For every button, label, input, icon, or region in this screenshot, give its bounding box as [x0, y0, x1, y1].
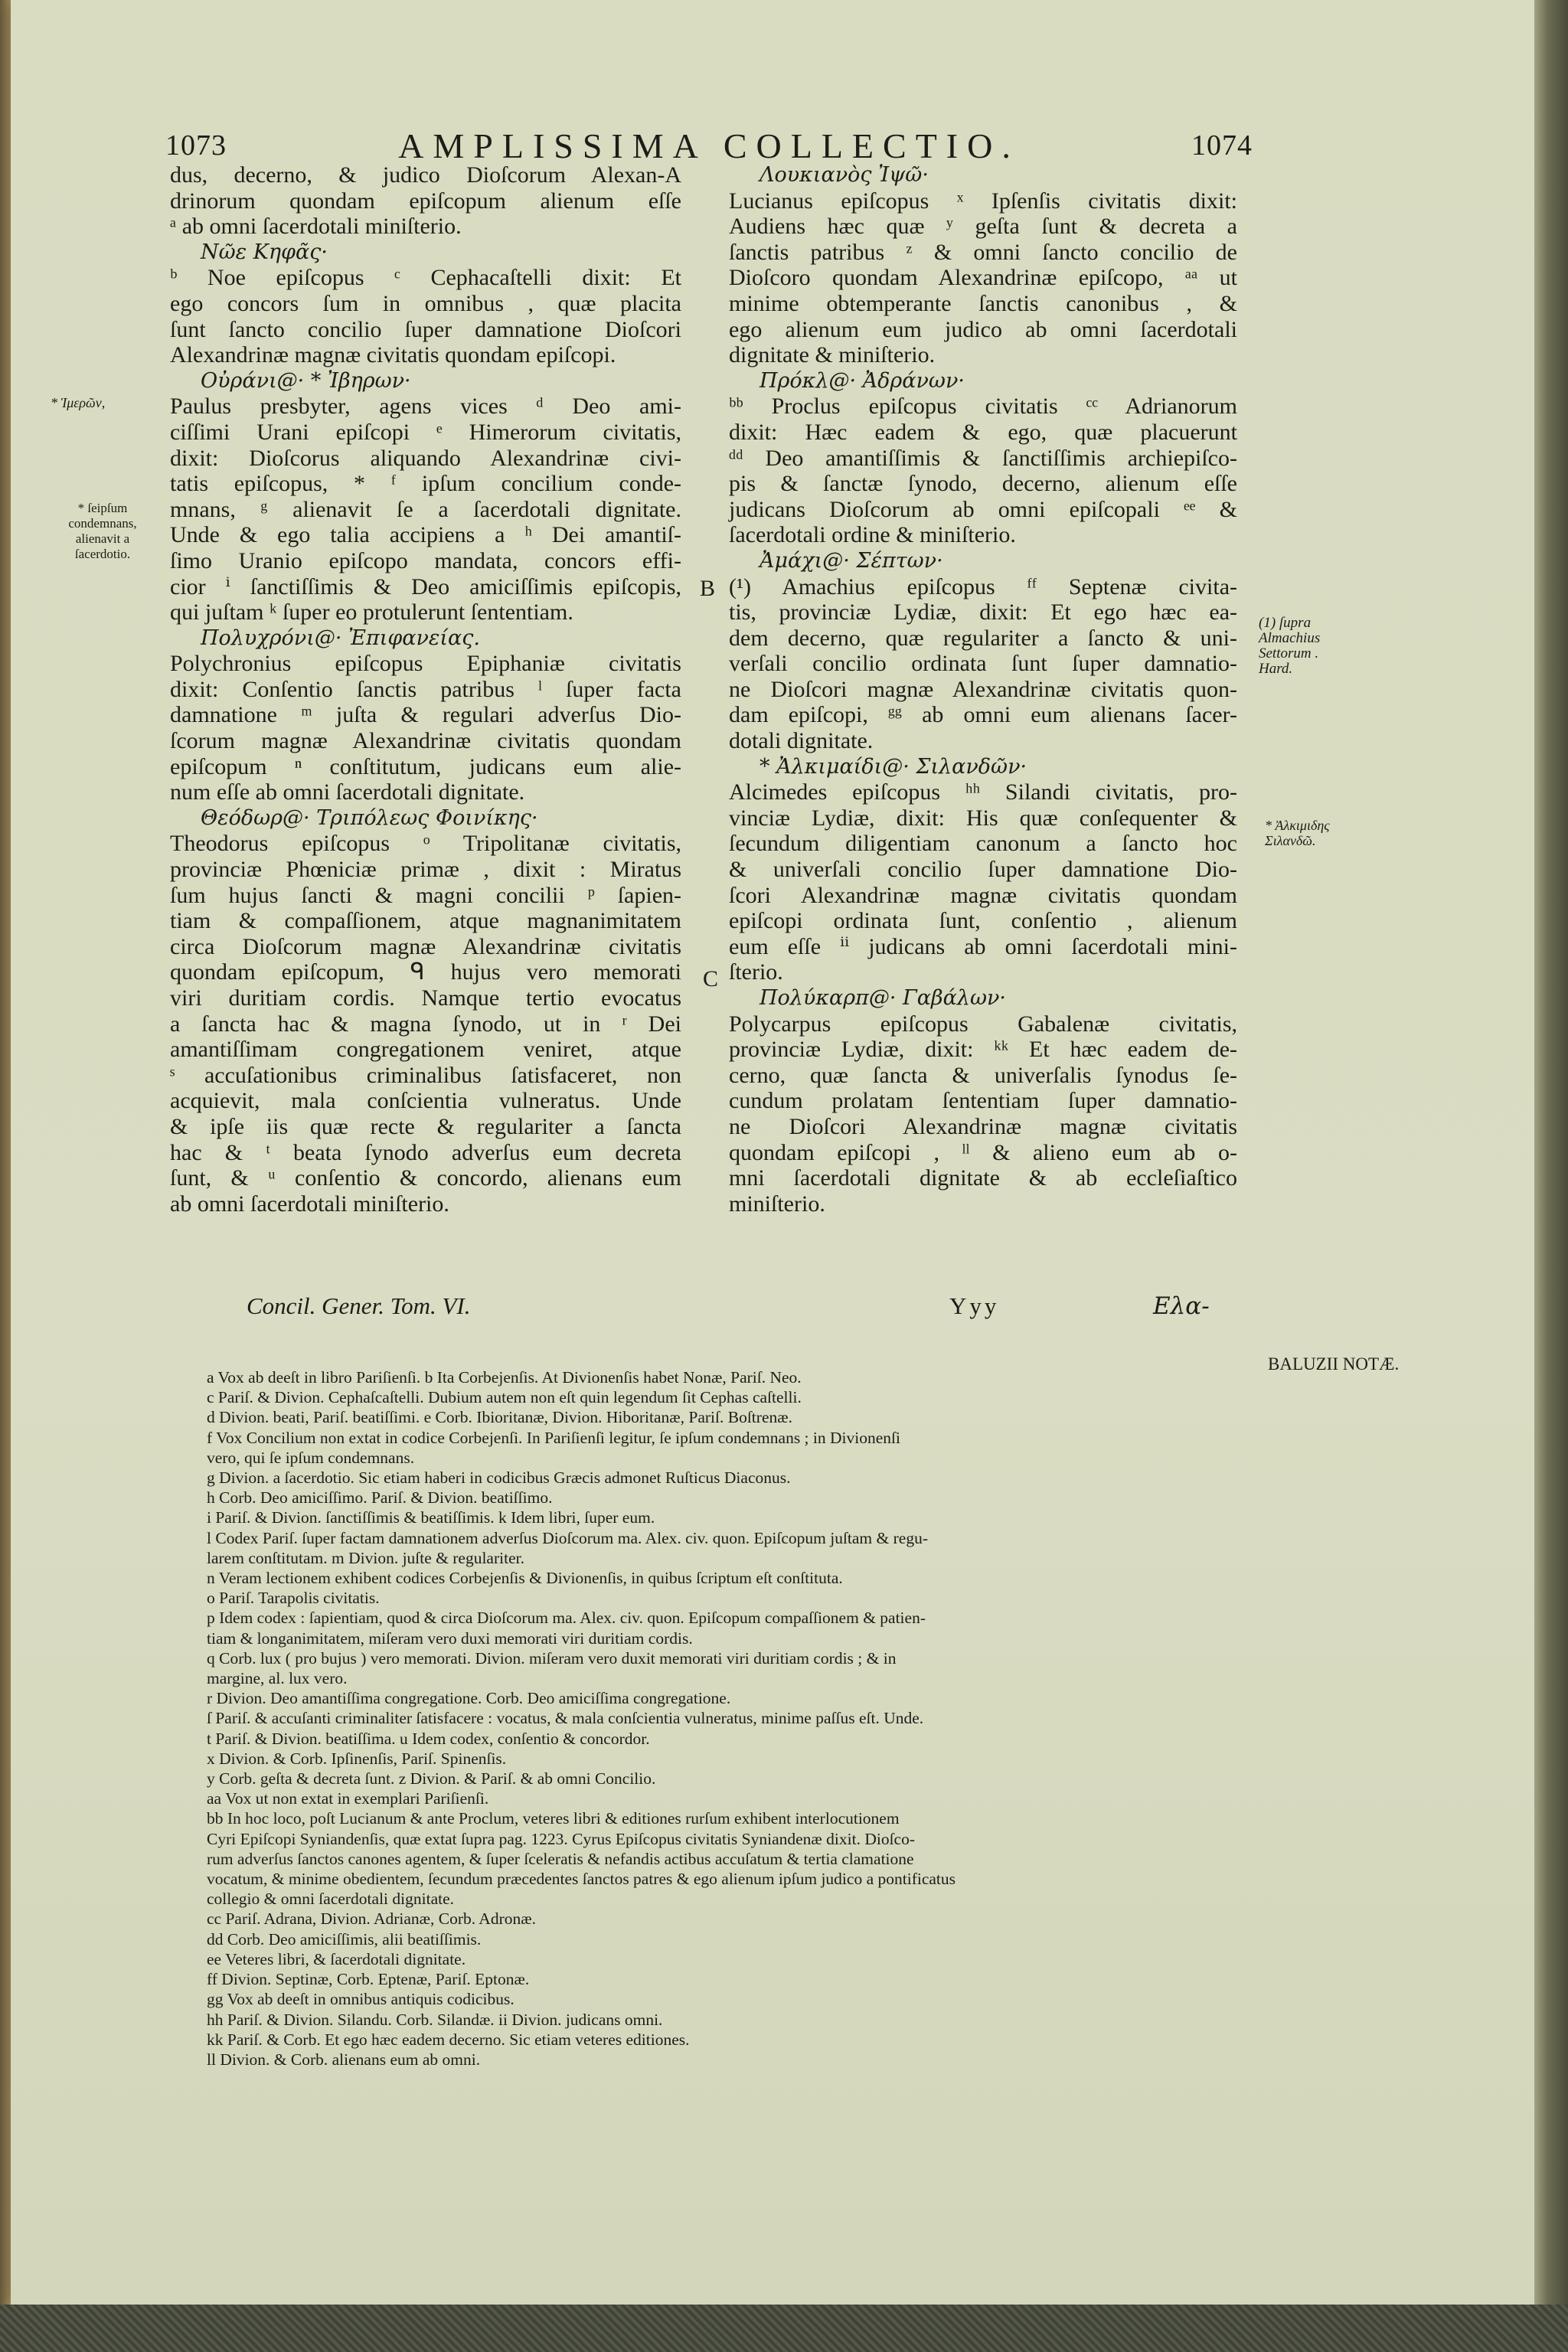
text-line: ne Dioſcori Alexandrinæ magnæ civitatis: [729, 1113, 1237, 1139]
footnote-line: vero, qui ſe ipſum condemnans.: [207, 1448, 415, 1467]
greek-heading: Πολυχρόνι@· Ἐπιφανείας.: [201, 626, 480, 650]
margin-note-right-2: * Ἀλκιμιδης Σιλανδῶ.: [1265, 818, 1330, 848]
footnotes: [207, 1367, 1256, 2069]
footnote-line: ſ Pariſ. & accuſanti criminaliter ſatisfacere : vocatus, & mala conſcientia vulneratus, minime paſſus eſt. Unde.: [207, 1709, 924, 1728]
margin-note-left-2: * ſeipſum condemnans, alienavit a ſacerdotio.: [68, 501, 137, 561]
footnote-line: o Pariſ. Tarapolis civitatis.: [207, 1589, 380, 1608]
greek-heading: * Ἀλκιμαίδι@· Σιλανδῶν·: [760, 754, 1027, 779]
text-line: ᵈᵈ Deo amantiſſimis & ſanctiſſimis archiepiſco-: [729, 445, 1237, 471]
greek-heading: Θεόδωρ@· Τριπόλεως Φοινίκης·: [201, 805, 538, 830]
text-line: quondam epiſcopum, ᑫ hujus vero memorati: [170, 959, 681, 985]
text-line: ſcorum magnæ Alexandrinæ civitatis quondam: [170, 728, 681, 754]
notes-label: BALUZII NOTÆ.: [1268, 1354, 1400, 1374]
page-number-right: 1074: [1191, 129, 1253, 162]
page-edge: [1534, 0, 1568, 2352]
text-line: Lucianus epiſcopus ˣ Ipſenſis civitatis dixit:: [729, 188, 1237, 214]
section-letter-b: B: [700, 576, 716, 601]
text-line: Audiens hæc quæ ʸ geſta ſunt & decreta a: [729, 214, 1237, 240]
text-line: ſimo Uranio epiſcopo mandata, concors effi-: [170, 547, 681, 573]
text-line: Dioſcoro quondam Alexandrinæ epiſcopo, ᵃᵃ ut: [729, 265, 1237, 291]
footnote-line: l Codex Pariſ. ſuper factam damnationem adverſus Dioſcorum ma. Alex. civ. quon. Epiſcopum juſtam & regu-: [207, 1528, 928, 1547]
text-line: cerno, quæ ſancta & univerſalis ſynodus ſe-: [729, 1062, 1237, 1088]
page-number-left: 1073: [165, 129, 227, 162]
footnote-line: ll Divion. & Corb. alienans eum ab omni.: [207, 2050, 481, 2069]
text-line: dixit: Dioſcorus aliquando Alexandrinæ civi-: [170, 445, 681, 471]
text-line: hac & ᵗ beata ſynodo adverſus eum decreta: [170, 1139, 681, 1165]
text-line: ciſſimi Urani epiſcopi ᵉ Himerorum civitatis,: [170, 419, 681, 445]
text-line: ſacerdotali ordine & miniſterio.: [729, 522, 1016, 548]
footnote-line: larem conſtitutam. m Divion. juſte & regulariter.: [207, 1548, 524, 1567]
text-line: verſali concilio ordinata ſunt ſuper damnatio-: [729, 651, 1237, 677]
footnote-line: x Divion. & Corb. Ipſinenſis, Pariſ. Spinenſis.: [207, 1749, 507, 1768]
text-line: ne Dioſcori magnæ Alexandrinæ civitatis quon-: [729, 676, 1237, 702]
section-letter-c: C: [703, 966, 719, 991]
text-line: acquievit, mala conſcientia vulneratus. Unde: [170, 1088, 681, 1114]
footnote-line: bb In hoc loco, poſt Lucianum & ante Proclum, veteres libri & editiones rurſum exhibent interlocutionem: [207, 1809, 900, 1828]
footnote-line: f Vox Concilium non extat in codice Corbejenſi. In Pariſienſi legitur, ſe ipſum condemnans ; in Divionenſi: [207, 1428, 900, 1447]
text-line: ſunt ſancto concilio ſuper damnatione Dioſcori: [170, 316, 681, 342]
text-line: tatis epiſcopus, * ᶠ ipſum concilium conde-: [170, 471, 681, 497]
footnote-line: h Corb. Deo amiciſſimo. Pariſ. & Divion. beatiſſimo.: [207, 1488, 553, 1508]
text-line: quondam epiſcopi , ˡˡ & alieno eum ab o-: [729, 1139, 1237, 1165]
text-line: drinorum quondam epiſcopum alienum eſſe: [170, 188, 681, 214]
footnote-line: p Idem codex : ſapientiam, quod & circa Dioſcorum ma. Alex. civ. quon. Epiſcopum compaſſionem & patien-: [207, 1609, 926, 1628]
text-line: eum eſſe ⁱⁱ judicans ab omni ſacerdotali mini-: [729, 933, 1237, 959]
text-line: ᵇᵇ Proclus epiſcopus civitatis ᶜᶜ Adrianorum: [729, 394, 1237, 420]
text-line: miniſterio.: [729, 1191, 825, 1217]
text-line: (¹) Amachius epiſcopus ᶠᶠ Septenæ civita-: [729, 573, 1237, 599]
text-line: ſunt, & ᵘ conſentio & concordo, alienans eum: [170, 1165, 681, 1191]
margin-note-left-1: * Ἱμερῶν,: [51, 395, 106, 410]
text-line: cundum prolatam ſententiam ſuper damnatio-: [729, 1088, 1237, 1114]
text-line: dignitate & miniſterio.: [729, 342, 936, 368]
text-line: viri duritiam cordis. Namque tertio evocatus: [170, 985, 681, 1011]
text-line: judicans Dioſcorum ab omni epiſcopali ᵉᵉ &: [729, 496, 1237, 522]
text-line: a ſancta hac & magna ſynodo, ut in ʳ Dei: [170, 1011, 681, 1037]
signature-line: Concil. Gener. Tom. VI.: [247, 1292, 471, 1319]
greek-heading: Οὐράνι@· * Ἰβηρων·: [201, 368, 411, 393]
footnote-line: y Corb. geſta & decreta ſunt. z Divion. & Pariſ. & ab omni Concilio.: [207, 1769, 656, 1788]
text-line: ſcori Alexandrinæ magnæ civitatis quondam: [729, 882, 1237, 908]
text-line: Alexandrinæ magnæ civitatis quondam epiſcopi.: [170, 342, 616, 368]
footnote-line: r Divion. Deo amantiſſima congregatione. Corb. Deo amiciſſima congregatione.: [207, 1689, 731, 1708]
footnote-line: c Pariſ. & Divion. Cephaſcaſtelli. Dubium autem non eſt quin legendum ſit Cephas caſtelli.: [207, 1388, 802, 1407]
text-line: ſterio.: [729, 959, 783, 985]
text-line: Theodorus epiſcopus ᵒ Tripolitanæ civitatis,: [170, 831, 681, 857]
footnote-line: Cyri Epiſcopi Syniandenſis, quæ extat ſupra pag. 1223. Cyrus Epiſcopus civitatis Syniandenæ dixit. Dioſco-: [207, 1829, 915, 1848]
footnote-line: d Divion. beati, Pariſ. beatiſſimi. e Corb. Ibioritanæ, Divion. Hiboritanæ, Pariſ. Boſtrenæ.: [207, 1408, 792, 1427]
text-line: dem decerno, quæ regulariter a ſancto & uni-: [729, 625, 1237, 651]
text-line: & univerſali concilio ſuper damnatione Dio-: [729, 857, 1237, 883]
text-line: pis & ſanctæ ſynodo, decerno, alienum eſſe: [729, 471, 1237, 497]
text-line: provinciæ Lydiæ, dixit: ᵏᵏ Et hæc eadem de-: [729, 1037, 1237, 1063]
signature-mark: Yyy: [949, 1292, 1000, 1319]
text-line: ego alienum eum judico ab omni ſacerdotali: [729, 316, 1237, 342]
catchword: Ελα-: [1153, 1292, 1210, 1320]
text-line: Paulus presbyter, agens vices ᵈ Deo ami-: [170, 394, 681, 420]
greek-heading: Λουκιανὸς Ἰψῶ·: [760, 163, 929, 187]
text-line: Alcimedes epiſcopus ʰʰ Silandi civitatis, pro-: [729, 779, 1237, 805]
footnote-line: ee Veteres libri, & ſacerdotali dignitate.: [207, 1949, 466, 1968]
margin-note-right-1: (1) ſupra Almachius Settorum . Hard.: [1259, 615, 1321, 677]
footnote-line: tiam & longanimitatem, miſeram vero duxi memorati viri duritiam cordis.: [207, 1628, 693, 1648]
text-line: ſum hujus ſancti & magni concilii ᵖ ſapien-: [170, 882, 681, 908]
text-line: vinciæ Lydiæ, dixit: His quæ conſequenter &: [729, 805, 1237, 831]
text-line: qui juſtam ᵏ ſuper eo protulerunt ſententiam.: [170, 599, 573, 626]
footnote-line: kk Pariſ. & Corb. Et ego hæc eadem decerno. Sic etiam veteres editiones.: [207, 2030, 690, 2049]
greek-heading: Ἀμάχι@· Σέπτων·: [760, 548, 943, 573]
text-line: ſecundum diligentiam canonum a ſancto hoc: [729, 831, 1237, 857]
text-line: & ipſe iis quæ recte & regulariter a ſancta: [170, 1113, 681, 1139]
text-column-left: [170, 162, 681, 1217]
text-line: tiam & compaſſionem, atque magnanimitatem: [170, 908, 681, 934]
footnote-line: gg Vox ab deeſt in omnibus antiquis codicibus.: [207, 1990, 514, 2009]
text-line: ᵃ ab omni ſacerdotali miniſterio.: [170, 214, 462, 240]
footnote-line: hh Pariſ. & Divion. Silandu. Corb. Silandæ. ii Divion. judicans omni.: [207, 2010, 663, 2029]
footnote-line: rum adverſus ſanctos canones agentem, & ſuper ſceleratis & nefandis actibus accuſatum & tertia clamatione: [207, 1849, 914, 1868]
text-line: epiſcopi ordinata ſunt, conſentio , alienum: [729, 908, 1237, 934]
text-line: epiſcopum ⁿ conſtitutum, judicans eum alie-: [170, 753, 681, 779]
running-title: AMPLISSIMA COLLECTIO.: [398, 126, 1020, 165]
footnote-line: aa Vox ut non extat in exemplari Pariſienſi.: [207, 1789, 489, 1808]
text-line: dixit: Hæc eadem & ego, quæ placuerunt: [729, 419, 1237, 445]
text-line: Polychronius epiſcopus Epiphaniæ civitatis: [170, 651, 681, 677]
binding-gutter: [0, 0, 11, 2352]
text-line: ego concors ſum in omnibus , quæ placita: [170, 290, 681, 316]
greek-heading: Πολύκαρπ@· Γαβάλων·: [760, 986, 1006, 1010]
footnote-line: vocatum, & minime obedientem, ſecundum præcedentes ſanctos patres & ego alienum ipſum judico a pontificatus: [207, 1870, 956, 1889]
text-line: provinciæ Phœniciæ primæ , dixit : Miratus: [170, 857, 681, 883]
table-surface: [0, 2305, 1568, 2352]
text-line: ᵇ Noe epiſcopus ᶜ Cephacaſtelli dixit: Et: [170, 265, 681, 291]
text-line: tis, provinciæ Lydiæ, dixit: Et ego hæc ea-: [729, 599, 1237, 626]
text-line: num eſſe ab omni ſacerdotali dignitate.: [170, 779, 525, 805]
text-line: amantiſſimam congregationem veniret, atque: [170, 1037, 681, 1063]
text-column-right: [729, 162, 1237, 1217]
text-line: mni ſacerdotali dignitate & ab eccleſiaſtico: [729, 1165, 1237, 1191]
text-line: dus, decerno, & judico Dioſcorum Alexan-A: [170, 162, 681, 188]
text-line: ſanctis patribus ᶻ & omni ſancto concilio de: [729, 239, 1237, 265]
footnote-line: n Veram lectionem exhibent codices Corbejenſis & Divionenſis, in quibus ſcriptum eſt conſtituta.: [207, 1569, 843, 1588]
text-line: dixit: Conſentio ſanctis patribus ˡ ſuper facta: [170, 676, 681, 702]
footnote-line: t Pariſ. & Divion. beatiſſima. u Idem codex, conſentio & concordor.: [207, 1729, 650, 1748]
text-line: circa Dioſcorum magnæ Alexandrinæ civitatis: [170, 933, 681, 959]
text-line: minime obtemperante ſanctis canonibus , &: [729, 290, 1237, 316]
text-line: damnatione ᵐ juſta & regulari adverſus Dio-: [170, 702, 681, 728]
footnote-line: i Pariſ. & Divion. ſanctiſſimis & beatiſſimis. k Idem libri, ſuper eum.: [207, 1508, 655, 1527]
footnote-line: q Corb. lux ( pro bujus ) vero memorati. Divion. miſeram vero duxit memorati viri duritiam cordis ; & in: [207, 1648, 897, 1668]
text-line: Unde & ego talia accipiens a ʰ Dei amantiſ-: [170, 522, 681, 548]
footnote-line: cc Pariſ. Adrana, Divion. Adrianæ, Corb. Adronæ.: [207, 1909, 536, 1929]
footnote-line: ff Divion. Septinæ, Corb. Eptenæ, Pariſ. Eptonæ.: [207, 1970, 530, 1989]
footnote-line: a Vox ab deeſt in libro Pariſienſi. b Ita Corbejenſis. At Divionenſis habet Nonæ, Pariſ. Neo.: [207, 1368, 802, 1387]
footnote-line: g Divion. a ſacerdotio. Sic etiam haberi in codicibus Græcis admonet Ruſticus Diaconus.: [207, 1468, 791, 1488]
footnote-line: dd Corb. Deo amiciſſimis, alii beatiſſimis.: [207, 1929, 482, 1949]
text-line: ab omni ſacerdotali miniſterio.: [170, 1191, 449, 1217]
greek-heading: Νῶε Κηφᾶς·: [201, 240, 328, 264]
text-line: dotali dignitate.: [729, 728, 874, 754]
text-line: Polycarpus epiſcopus Gabalenæ civitatis,: [729, 1011, 1237, 1037]
footnote-line: collegio & omni ſacerdotali dignitate.: [207, 1890, 455, 1909]
text-line: cior ⁱ ſanctiſſimis & Deo amiciſſimis epiſcopis,: [170, 573, 681, 599]
text-line: dam epiſcopi, ᵍᵍ ab omni eum alienans ſacer-: [729, 702, 1237, 728]
text-line: mnans, ᵍ alienavit ſe a ſacerdotali dignitate.: [170, 496, 681, 522]
greek-heading: Πρόκλ@· Ἀδράνων·: [760, 368, 965, 393]
footnote-line: margine, al. lux vero.: [207, 1669, 348, 1688]
text-line: ˢ accuſationibus criminalibus ſatisfaceret, non: [170, 1062, 681, 1088]
